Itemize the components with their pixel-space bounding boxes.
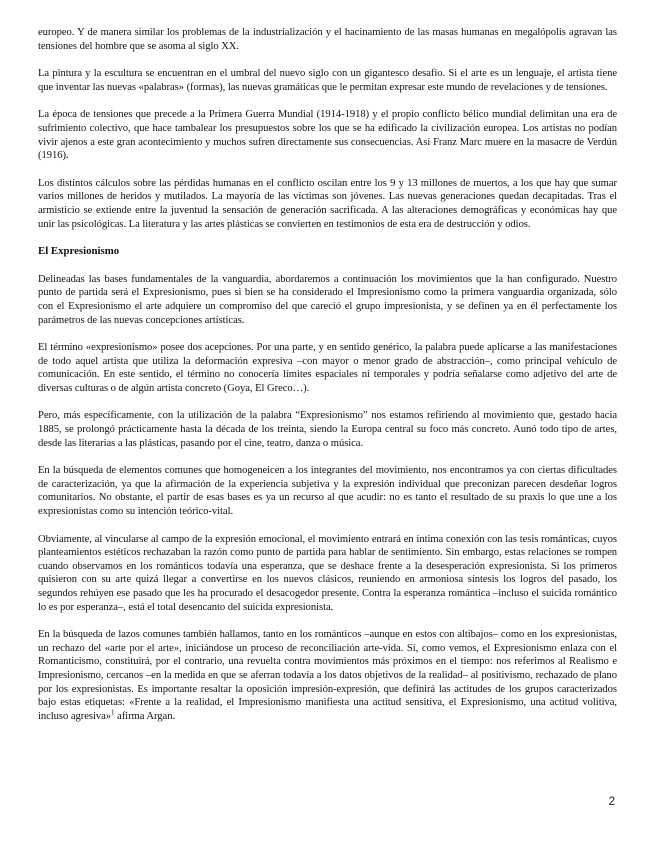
- document-page: [38, 26, 617, 737]
- paragraph-vanguard-bases: Delineadas las bases fundamentales de la vanguardia, abordaremos a continuación los movimientos que la han configurado. Nuestro punto de partida será el Expresionismo, pues si bien se ha considerado el Impresionismo como la primera vanguardia organizada, sólo con el Expresionismo el arte adquiere un compromiso del que careció el grupo impresionista, y se definen ya en él perfectamente los parámetros de las nuevas concepciones artísticas.: [38, 273, 617, 326]
- paragraph-movement-definition: Pero, más específicamente, con la utilización de la palabra “Expresionismo” nos estamos refiriendo al movimiento que, gestado hacia 1885, se prolongó prácticamente hasta la década de los treinta, siendo la Europa central su foco más concreto. Aunó todo tipo de artes, desde las literarias a las plásticas, pasando por el cine, teatro, danza o música.: [38, 410, 617, 449]
- paragraph-impression-expression-text: En la búsqueda de lazos comunes también hallamos, tanto en los románticos –aunque en estos con altibajos– como en los expresionistas, un rechazo del «arte por el arte», iniciándose un proceso de reconciliación arte-vida. Si, como vemos, el Expresionismo enlaza con el Romanticismo, constituirá, por el contrario, una revuelta contra movimientos más próximos en el tiempo: nos referimos al Realismo e Impresionismo, cercanos –en la medida en que se aferran todavía a los datos objetivos de la realidad– al positivismo, rechazado de plano por los expresionistas. Es importante resaltar la oposición impresión-expresión, que definirá las actitudes de los grupos caracterizados bajo estas etiquetas: «Frente a la realidad, el Impresionismo manifiesta una actitud sensitiva, el Expresionismo, una actitud volitiva, incluso agresiva»: [38, 629, 617, 722]
- paragraph-term-meanings: El término «expresionismo» posee dos acepciones. Por una parte, y en sentido genérico, la palabra puede aplicarse a las manifestaciones de todo aquel artista que utiliza la deformación expresiva –con mayor o menor grado de abstracción–, como principal vehículo de comunicación. En este sentido, el término no conocería límites espaciales ni temporales y podría señalarse como adjetivo del arte de diversas culturas o de algún artista concreto (Goya, El Greco…).: [38, 342, 617, 394]
- section-heading-expresionismo: El Expresionismo: [38, 245, 120, 258]
- paragraph-impression-expression-tail: afirma Argan.: [114, 710, 176, 722]
- paragraph-art-challenge: La pintura y la escultura se encuentran en el umbral del nuevo siglo con un gigantesco desafío. Si el arte es un lenguaje, el artista tiene que inventar las nuevas «palabras» (formas), las nuevas gramáticas que le permitan expresar este mundo de revelaciones y de tensiones.: [38, 68, 617, 93]
- footnote-reference[interactable]: 1: [111, 708, 115, 717]
- paragraph-human-losses: Los distintos cálculos sobre las pérdidas humanas en el conflicto oscilan entre los 9 y 13 millones de muertos, a los que hay que sumar varios millones de heridos y mutilados. La mayoría de las víctimas son jóvenes. Las nuevas generaciones quedan decapitadas. Tras el armisticio se extiende entre la juventud la sensación de generación sacrificada. A las alteraciones demográficas y económicas hay que unir las psicológicas. La literatura y las artes plásticas se convierten en testimonios de esta era de destrucción y odios.: [38, 177, 617, 230]
- paragraph-common-elements: En la búsqueda de elementos comunes que homogeneicen a los integrantes del movimiento, nos encontramos ya con ciertas dificultades de caracterización, ya que la afirmación de la experiencia subjetiva y la expresión individual que preconizan parecen desdeñar logros comunitarios. No obstante, el partir de esas bases es ya un recurso al que acudir: no es tanto el resultado de su praxis lo que une a los expresionistas como su intención teórico-vital.: [38, 465, 617, 518]
- paragraph-impression-expression: [38, 628, 617, 723]
- paragraph-romantic-connection: Obviamente, al vincularse al campo de la expresión emocional, el movimiento entrará en íntima conexión con las tesis románticas, cuyos planteamientos estéticos rechazaban la razón como punto de partida para hablar de sentimiento. Sin embargo, estas relaciones se rompen cuando observamos en los románticos todavía una esperanza, que se deshace frente a la desesperación expresionista. Si los primeros quisieron con su arte quizá llegar a convertirse en los nuevos clásicos, reuniendo en armoniosa síntesis los logros del pasado, los segundos rehúyen ese pasado que les ha procurado el desacogedor presente. Contra la esperanza romántica –incluso el suicida romántico lo es por esperanza–, está el total desencanto del suicida expresionista.: [38, 533, 617, 613]
- page-number: 2: [608, 796, 615, 808]
- paragraph-industrialization: europeo. Y de manera similar los problemas de la industrialización y el hacinamiento de las masas humanas en megalópolis agravan las tensiones del hombre que se asoma al siglo XX.: [38, 27, 617, 52]
- paragraph-world-war: La época de tensiones que precede a la Primera Guerra Mundial (1914-1918) y el propio conflicto bélico mundial delimitan una era de sufrimiento colectivo, que hace tambalear los presupuestos sobre los que se ha edificado la civilización europea. Los artistas no podían vivir ajenos a este gran acontecimiento y muchos sufren directamente sus consecuencias. Así Franz Marc muere en la masacre de Verdún (1916).: [38, 109, 617, 162]
